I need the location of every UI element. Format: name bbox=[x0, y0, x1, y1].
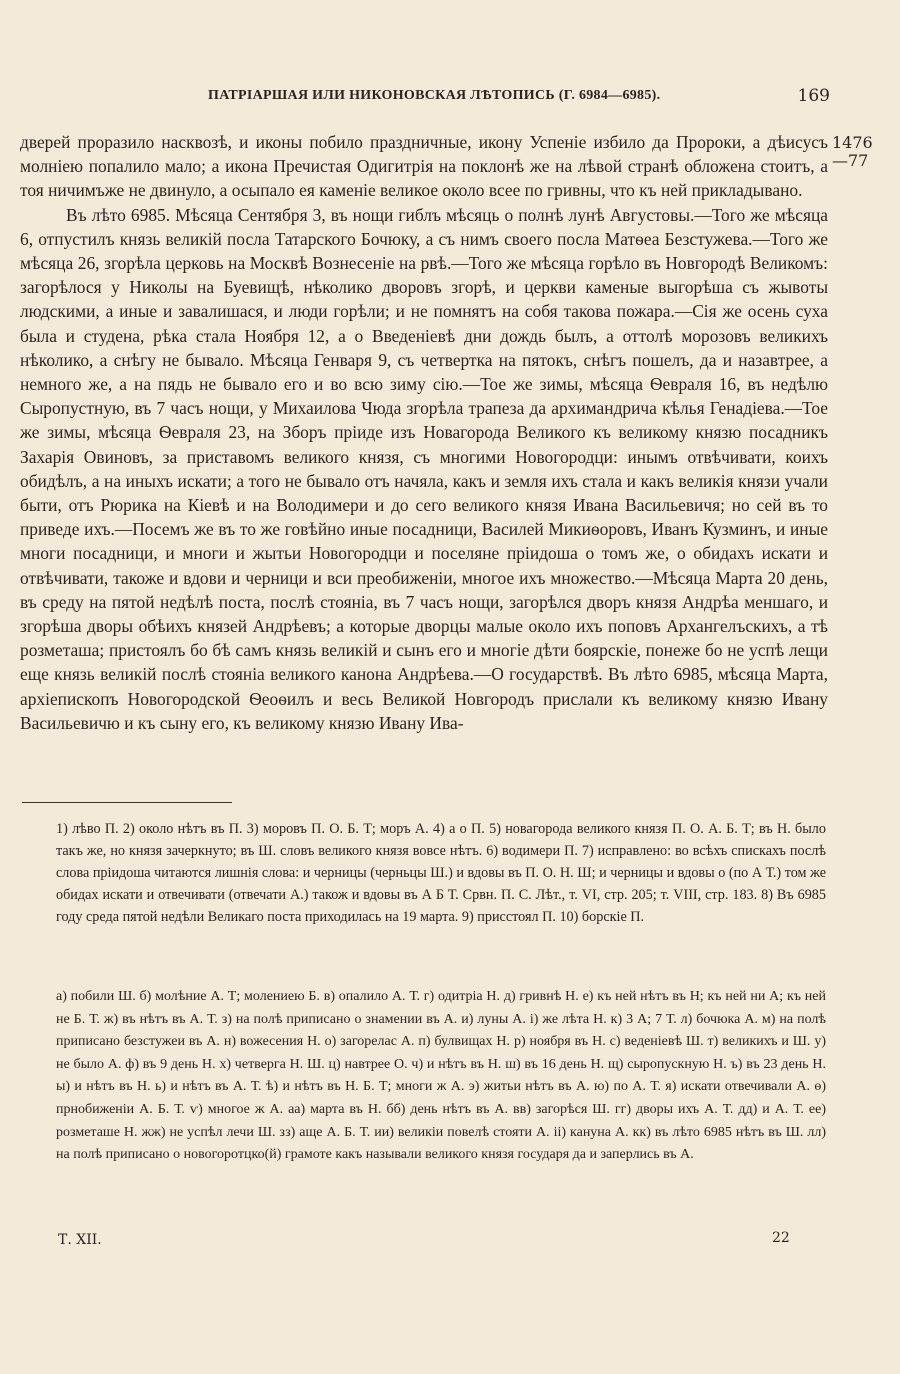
main-text bbox=[20, 130, 828, 735]
margin-year-range: —77 bbox=[832, 151, 869, 170]
running-title: ПАТРІАРШАЯ ИЛИ НИКОНОВСКАЯ ЛѢТОПИСЬ (Г. 6984—6985). bbox=[208, 88, 661, 103]
margin-year: 1476 bbox=[832, 133, 873, 152]
footnote-divider bbox=[22, 802, 232, 803]
footnotes-text: 1) лѣво П. 2) около нѣтъ въ П. 3) моровъ П. О. Б. Т; моръ А. 4) а о П. 5) новагорода великого князя П. О. А. Б. Т; въ Н. было такъ же, но князя зачеркнуто; въ Ш. словъ великого князя вовсе нѣтъ. 6) водимери П. 7) исправлено: во всѣхъ спискахъ послѣ слова пріидоша читаются лишнія слова: и черницы (черньцы Ш.) и вдовы въ П. О. Н. Ш; и черницы и вдовы о (по А Т.) том же обидах искати и отвечивати (отвечати А.) також и вдовы въ А Б Т. Срвн. П. С. Лѣт., т. VI, стр. 205; т. VIII, стр. 183. 8) Въ 6985 году среда пятой недѣли Великаго поста приходилась на 19 марта. 9) присстоял П. 10) борскіе П. bbox=[56, 821, 826, 925]
paragraph-continuation: дверей проразило насквозѣ, и иконы побило праздничные, икону Успеніе избило да Пророки, а дѣисусъ молніею попалило мало; а икона Пречистая Одигитрія на поклонѣ же на лѣвой странѣ обложена стоитъ, а тоя ничимъже не двинуло, а осыпало ея каменіе великое около всее по гривны, что къ ней прикладывано. bbox=[20, 132, 828, 201]
sheet-number: 22 bbox=[772, 1230, 790, 1246]
running-header bbox=[30, 86, 830, 112]
variant-readings bbox=[56, 986, 826, 1167]
numbered-footnotes bbox=[56, 818, 826, 928]
paragraph-6985: Въ лѣто 6985. Мѣсяца Сентября 3, въ нощи гиблъ мѣсяць о полнѣ лунѣ Августовы.—Того же мѣсяца 6, отпустилъ князь великій посла Татарского Бочюку, а съ нимъ своего посла Матѳеа Безстужева.—Того же мѣсяца 26, згорѣла церковь на Москвѣ Вознесеніе на рвѣ.—Того же мѣсяца горѣло въ Новгородѣ Великомъ: загорѣлося у Николы на Буевищѣ, нѣколико дворовъ згорѣ, и церкви каменые выгорѣша съ жывоты людскими, а иные и завалишася, и люди горѣли; и не помнятъ на собя такова пожара.—Сія же осень суха была и студена, рѣка стала Ноября 12, а о Введеніевѣ дни дождь былъ, а оттолѣ морозовъ великихъ нѣколико, а снѣгу не бывало. Мѣсяца Генваря 9, съ четвертка на пятокъ, снѣгъ пошелъ, да и назавтрее, а немного же, а на пядь не бывало его и во всю зиму сію.—Тое же зимы, мѣсяца Ѳевраля 16, въ недѣлю Сыропустную, въ 7 часъ нощи, у Михаилова Чюда згорѣла трапеза да архимандрича кѣлья Генадіева.—Тое же зимы, мѣсяца Ѳевраля 23, на Зборъ пріиде изъ Новагорода Великого къ великому князю посадникъ Захарія Овиновъ, за приставомъ великого князя, съ многими Новогородци: инымъ отвѣчивати, коихъ обидѣлъ, а на иныхъ искати; а того не бывало отъ начяла, какъ и земля ихъ стала и какъ великія князи учали быти, отъ Рюрика на Кіевѣ и на Володимери и до сего великого князя Ивана Васильевичя; но сей въ то приведе ихъ.—Посемъ же въ то же говѣйно иные посадници, Василей Микиѳоровъ, Иванъ Кузминъ, и иные многи посадници, и многи и жытьи Новогородци и поселяне пріидоша о томъ же, о обидахъ искати и отвѣчивати, такоже и вдови и черници и вси преобиженіи, многое ихъ множество.—Мѣсяца Марта 20 день, въ среду на пятой недѣлѣ поста, послѣ стояніа, въ 7 часъ нощи, загорѣлся дворъ князя Андрѣа меншаго, и згорѣша дворы обѣихъ князей Андрѣевъ; а которые дворцы малые около ихъ поповъ Архангелъскихъ, а тѣ розметаша; пристоялъ бо бѣ самъ князь великій и сынъ его и многіе дѣти боярскіе, понеже бо не успѣ лещи еще князь великій послѣ стояніа великого канона Андрѣева.—О государствѣ. Въ лѣто 6985, мѣсяца Марта, архіепископъ Новогородской Ѳеоѳилъ и весь Великой Новгородъ прислали къ великому князю Ивану Васильевичю и къ сыну его, къ великому князю Ивану Ива- bbox=[20, 204, 828, 733]
page-number: 169 bbox=[797, 86, 830, 106]
volume-signature: Т. XII. bbox=[58, 1232, 102, 1248]
variants-text: а) побили Ш. б) молѣние А. Т; молениею Б. в) опалило А. Т. г) одитріа Н. д) гривнѣ Н. е) къ ней нѣтъ въ Н; къ ней ни А; къ ней не Б. Т. ж) въ нѣтъ въ А. Т. з) на полѣ приписано о знамении въ А. и) луны А. і) же лѣта Н. к) 3 А; 7 Т. л) бочюка А. м) на полѣ приписано безстужеи въ А. н) вожесения Н. о) загорелас А. п) булвищах Н. р) ноября въ Н. с) веденіевѣ Ш. т) великихъ и Ш. у) не было А. ф) въ 9 день Н. х) четверга Н. Ш. ц) навтрее О. ч) и нѣтъ въ Н. ш) въ 16 день Н. щ) сыропускную Н. ъ) въ 23 день Н. ы) и нѣтъ въ Н. ь) и нѣтъ въ А. Т. ѣ) и нѣтъ въ Н. Б. Т; многи ж А. э) житьи нѣтъ въ А. ю) по А. Т. я) искати отвечивали А. ѳ) прнобиженіи А. Б. Т. ѵ) многое ж А. аа) марта въ Н. бб) день нѣтъ въ А. вв) загорѣся Ш. гг) дворы ихъ А. Т. дд) и А. Т. ее) розметаше Н. жж) не успѣл лечи Ш. зз) аще А. Б. Т. ии) великіи повелѣ стояти А. іі) кануна А. кк) въ лѣто 6985 нѣтъ въ Ш. лл) на полѣ приписано о новогоротцко(й) грамоте какъ называли великого князя государя да и заперлись въ А. bbox=[56, 989, 826, 1163]
